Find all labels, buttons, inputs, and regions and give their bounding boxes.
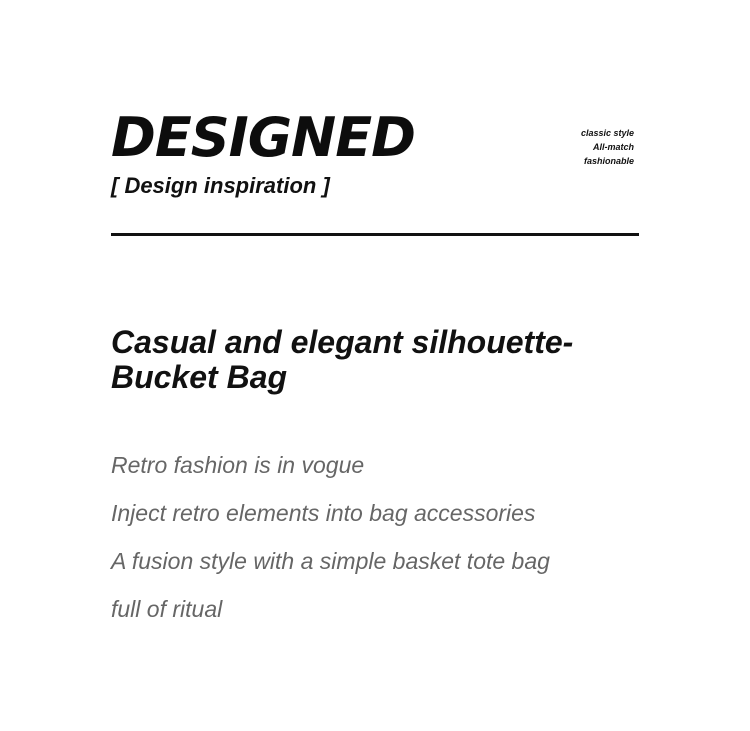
headline-line: Casual and elegant silhouette- [111,324,574,360]
headline-line: Bucket Bag [111,359,288,395]
description-line: Retro fashion is in vogue [111,452,365,478]
style-tag: All-match [592,142,634,152]
product-description [111,441,639,633]
style-tag: fashionable [583,156,634,166]
description-line: full of ritual [111,596,223,622]
brand-tagline: [ Design inspiration ] [111,173,330,198]
brand-title: DESIGNED [111,106,415,169]
product-headline [111,325,639,395]
style-tags [581,126,634,168]
description-line: Inject retro elements into bag accessories [111,500,536,526]
description-line: A fusion style with a simple basket tote bag [111,548,550,574]
divider [111,233,639,236]
header [111,108,639,236]
style-tag: classic style [580,128,634,138]
